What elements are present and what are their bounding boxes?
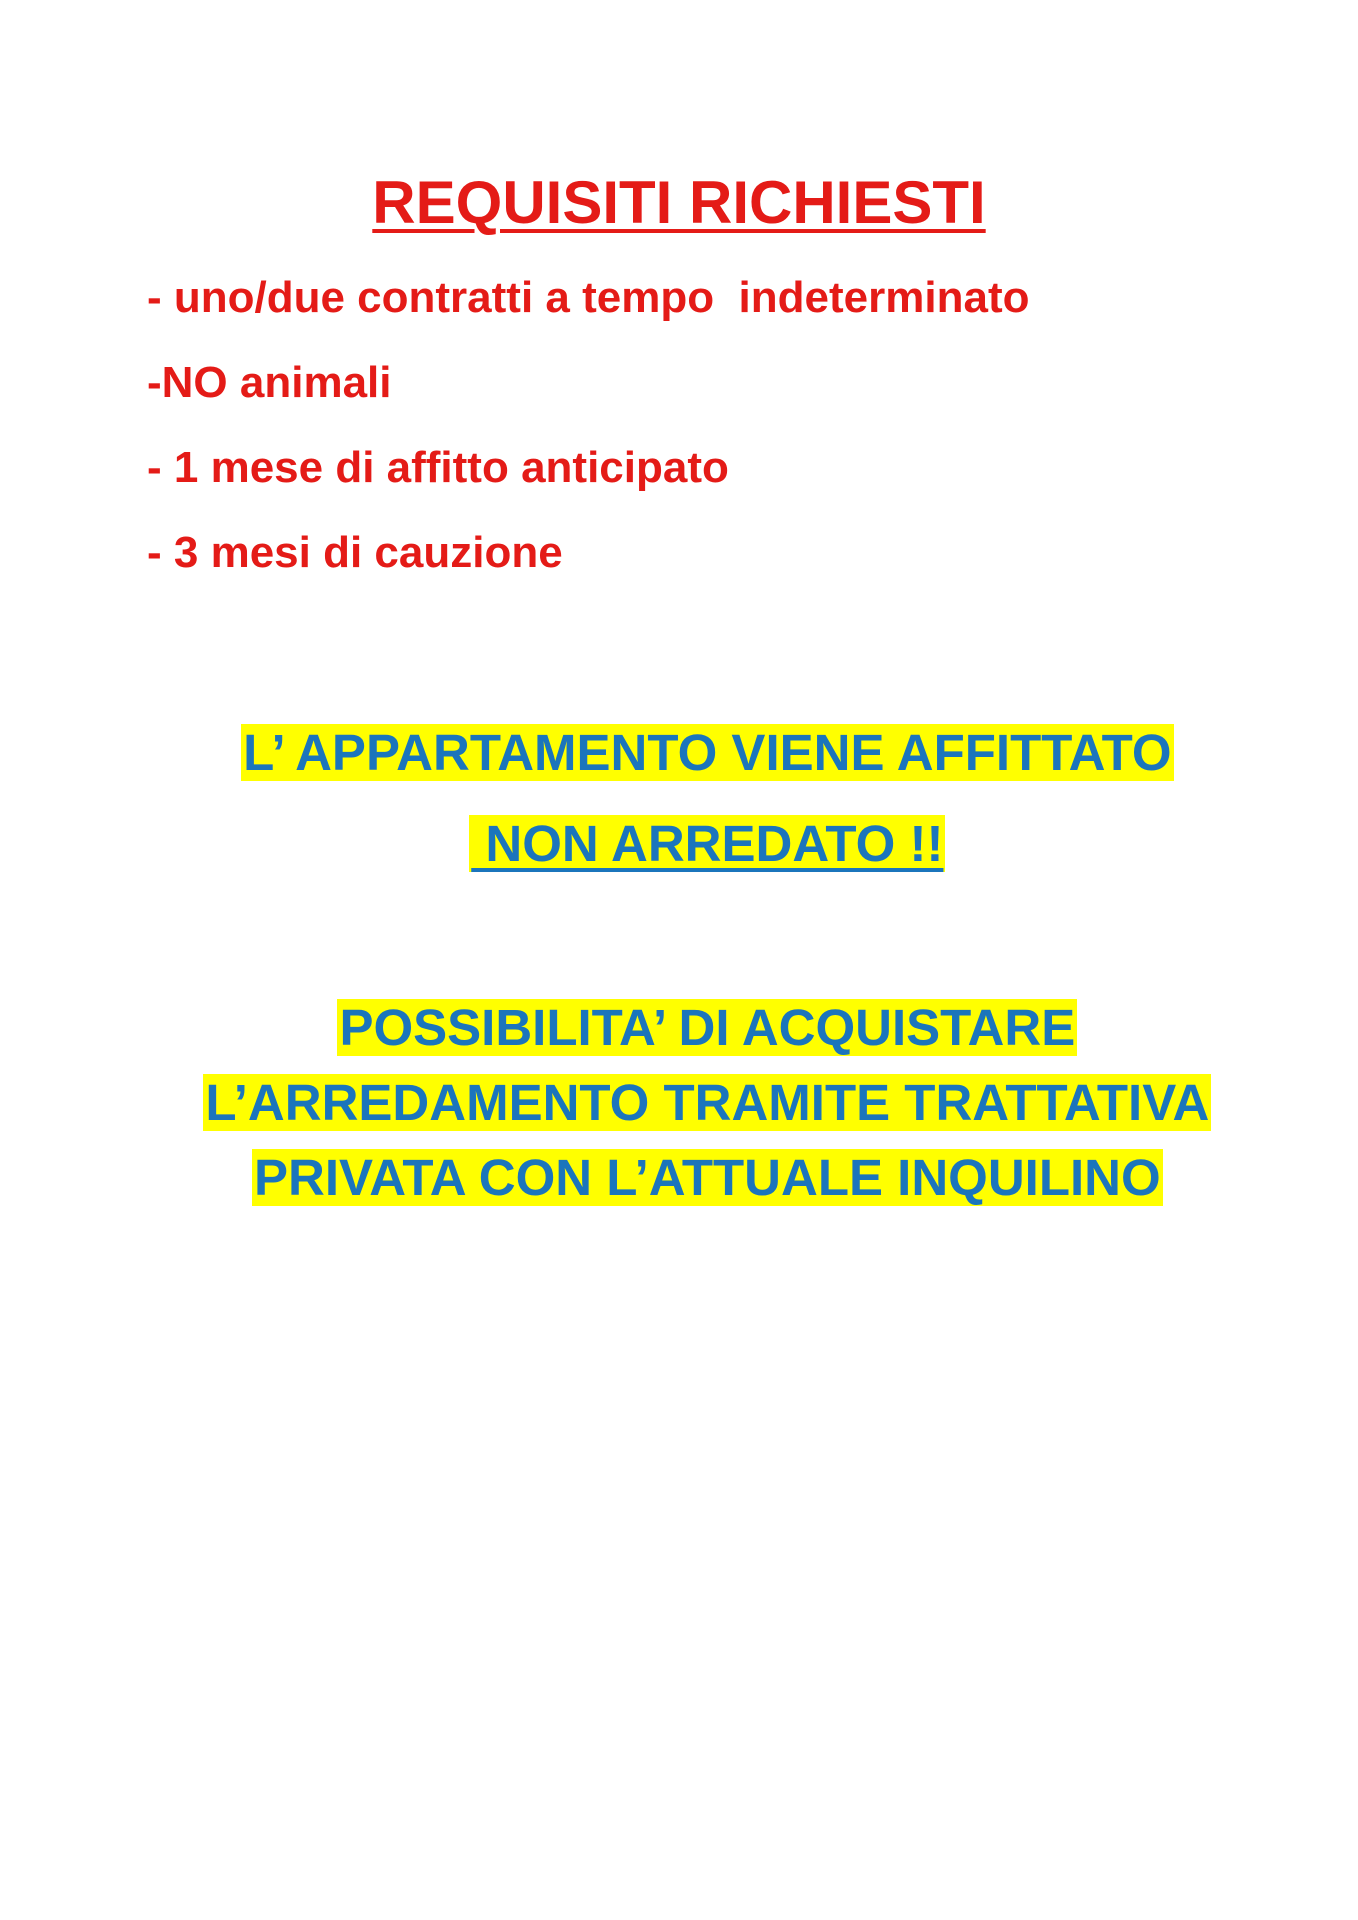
notice-highlight: L’ APPARTAMENTO VIENE AFFITTATO	[243, 724, 1172, 781]
page-title: REQUISITI RICHIESTI	[372, 169, 986, 236]
notice-highlight: NON ARREDATO !!	[471, 815, 944, 872]
notice-line	[0, 754, 1358, 934]
offer-line	[0, 1088, 1358, 1268]
requirement-item: - 3 mesi di cauzione	[147, 528, 563, 577]
offer-highlight: L’ARREDAMENTO TRAMITE TRATTATIVA	[205, 1074, 1210, 1131]
offer-highlight: POSSIBILITA’ DI ACQUISTARE	[339, 999, 1076, 1056]
requirement-item: - uno/due contratti a tempo indeterminato	[147, 273, 1030, 322]
requirement-item: -NO animali	[147, 358, 392, 407]
requirement-item: - 1 mese di affitto anticipato	[147, 443, 729, 492]
offer-highlight: PRIVATA CON L’ATTUALE INQUILINO	[254, 1149, 1161, 1206]
